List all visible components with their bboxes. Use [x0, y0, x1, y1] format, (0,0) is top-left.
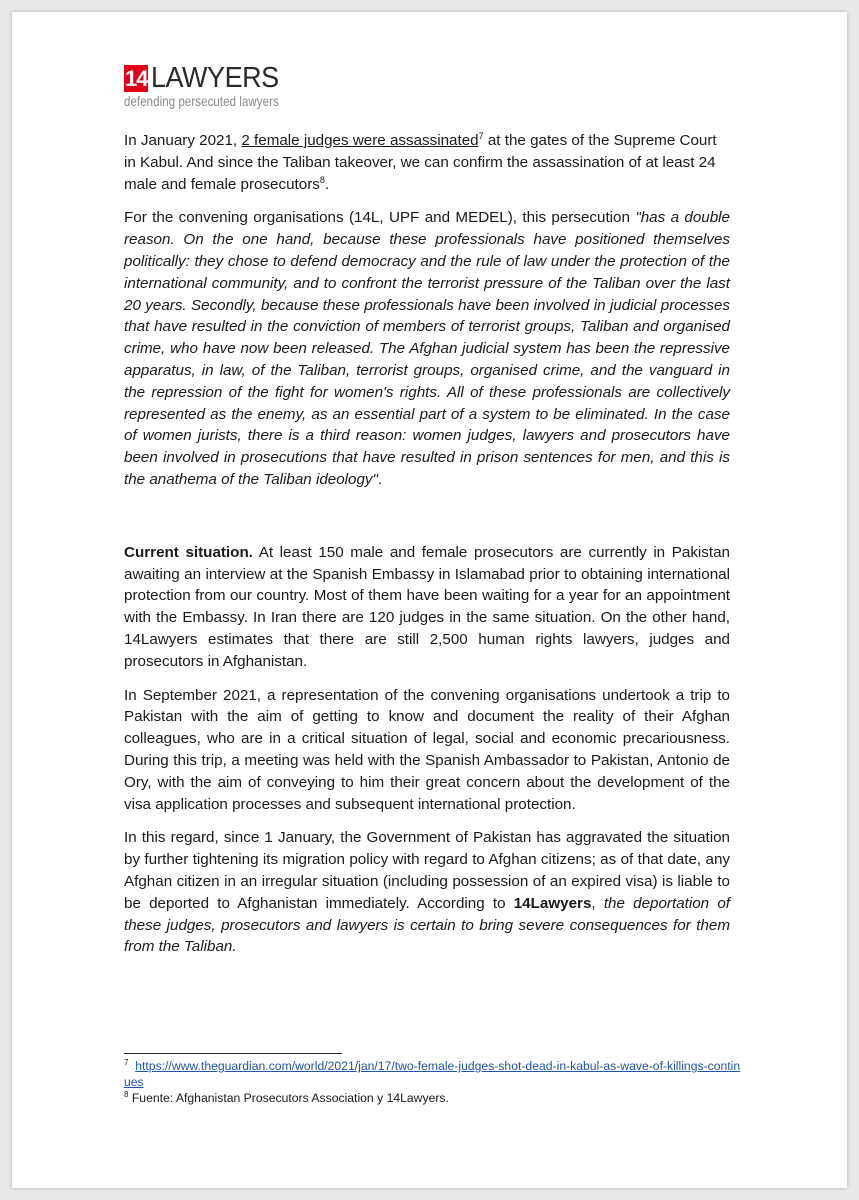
paragraph2-period: .	[377, 470, 383, 488]
footnote-ref-8[interactable]: 8	[319, 174, 325, 185]
current-situation-heading: Current situation.	[124, 543, 253, 561]
paragraph-judges-assassinated	[124, 130, 730, 195]
footnote-7-link[interactable]: https://www.theguardian.com/world/2021/jan/17/two-female-judges-shot-dead-in-kabul-as-wave-of-killings-continues	[124, 1059, 741, 1089]
paragraph5-comma: ,	[591, 894, 604, 912]
footnote-7-number: 7	[124, 1057, 129, 1067]
document-page	[12, 12, 847, 1188]
14lawyers-logo	[124, 64, 313, 111]
footnote-8	[124, 1090, 744, 1106]
paragraph1-text-end: at the gates of the Supreme Court in Kabul. And since the Taliban takeover, we can confirm the assassination of at least 24 male and female prosecutors	[124, 132, 717, 193]
paragraph-pakistan-policy	[124, 827, 730, 958]
document-body	[124, 130, 730, 970]
paragraph-convening-organisations	[124, 207, 730, 490]
paragraph-september-trip: In September 2021, a representation of the convening organisations undertook a trip to Pakistan with the aim of getting to know and document the reality of their Afghan colleagues, who are in a critical situation of legal, social and economic precariousness. During this trip, a meeting was held with the Spanish Ambassador to Pakistan, Antonio de Ory, with the aim of conveying to him their great concern about the development of the visa application processes and subsequent international protection.	[124, 686, 730, 813]
footnote-8-number: 8	[124, 1089, 129, 1099]
paragraph5-italic: the deportation of these judges, prosecutors and lawyers is certain to bring severe consequences for them from the Taliban.	[124, 894, 730, 956]
paragraph2-intro: For the convening organisations (14L, UPF and MEDEL), this persecution	[124, 209, 636, 227]
logo-tagline: defending persecuted lawyers	[124, 93, 279, 109]
logo-wordmark: LAWYERS	[151, 62, 280, 94]
footnote-7	[124, 1058, 744, 1090]
paragraph1-text-start: In January 2021,	[124, 132, 242, 149]
paragraph-current-situation	[124, 542, 730, 673]
paragraph5-text: In this regard, since 1 January, the Government of Pakistan has aggravated the situation by further tightening its migration policy with regard to Afghan citizens; as of that date, any Afghan citizen in an irregular situation (including possession of an expired visa) is liable to be deported to Afghanistan immediately. According to	[124, 829, 730, 912]
paragraph-spacer	[124, 503, 730, 542]
footnote-ref-7[interactable]: 7	[478, 130, 484, 141]
paragraph1-period: .	[324, 175, 330, 193]
footnote-separator	[124, 1053, 342, 1054]
footnotes	[124, 1058, 744, 1106]
footnote-8-text: Fuente: Afghanistan Prosecutors Association y 14Lawyers.	[131, 1091, 449, 1105]
logo-number-box: 14	[125, 66, 148, 91]
paragraph2-quote: "has a double reason. On the one hand, because these professionals have positioned themselves politically: they chose to defend democracy and the rule of law under the protection of the international community, and to confront the terrorist pressure of the Taliban over the last 20 years. Secondly, because these professionals have been involved in judicial processes that have resulted in the conviction of members of terrorist groups, Taliban and organised crime, who have now been released. The Afghan judicial system has been the repressive apparatus, in law, of the Taliban, terrorist groups, organised crime, and the vanguard in the repression of the fight for women's rights. All of these professionals are collectively represented as the enemy, as an essential part of a system to be eliminated. In the case of women jurists, there is a third reason: women judges, lawyers and prosecutors have been involved in prosecutions that have resulted in prison sentences for men, and this is the anathema of the Taliban ideology"	[124, 209, 730, 488]
assassination-link-text[interactable]: 2 female judges were assassinated	[241, 132, 479, 149]
org-name-14lawyers: 14Lawyers	[513, 894, 592, 912]
paragraph3-text: At least 150 male and female prosecutors are currently in Pakistan awaiting an interview at the Spanish Embassy in Islamabad prior to obtaining international protection from our country. Most of them have been waiting for a year for an appointment with the Embassy. In Iran there are 120 judges in the same situation. On the other hand, 14Lawyers estimates that there are still 2,500 human rights lawyers, judges and prosecutors in Afghanistan.	[124, 543, 730, 670]
